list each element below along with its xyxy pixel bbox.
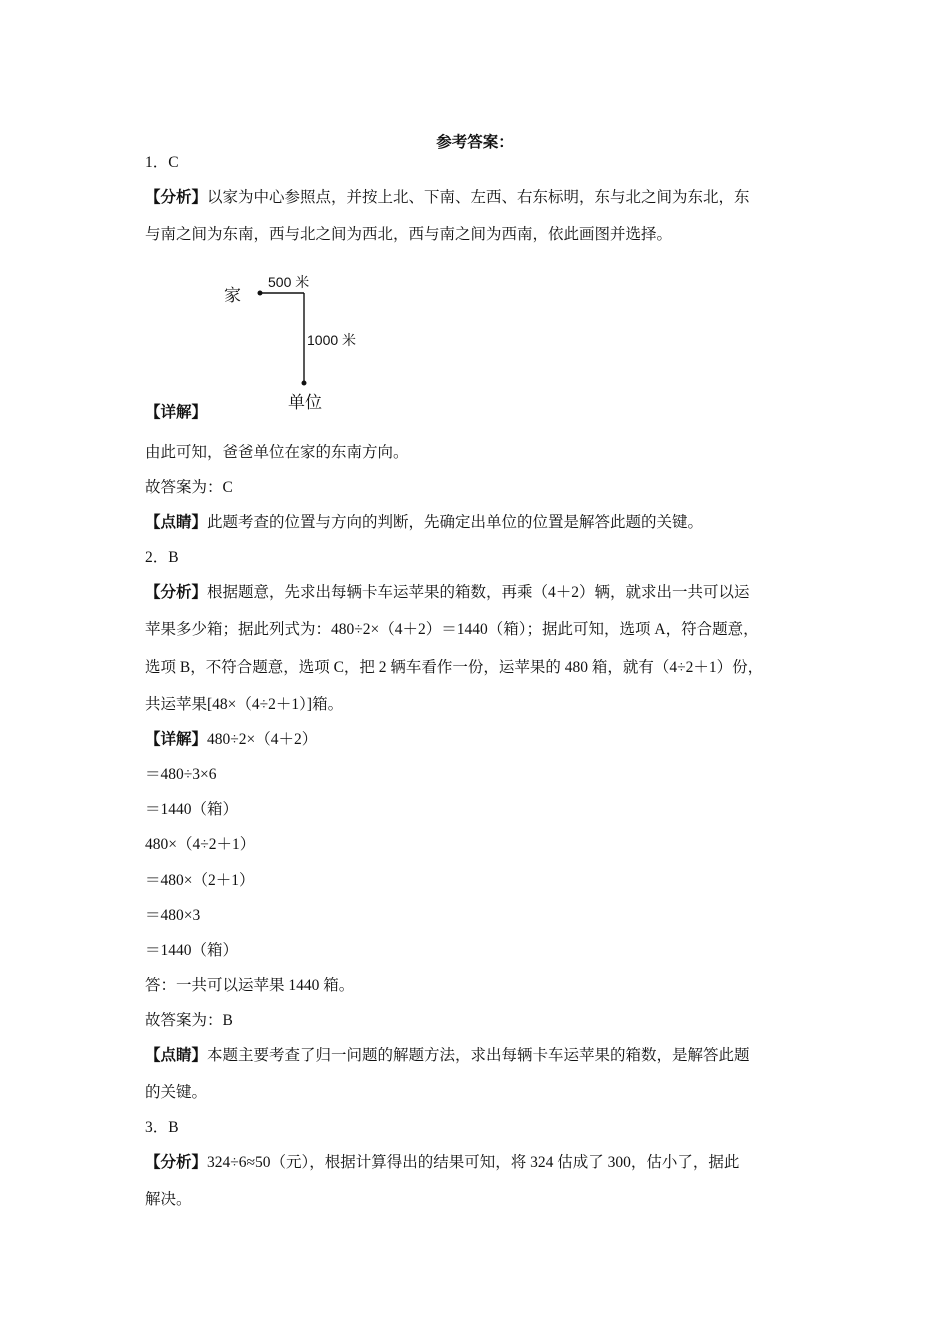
q2-step-1: ＝480÷3×6 [145,766,217,783]
q2-step-5: ＝480×3 [145,907,201,924]
unit-dot [302,381,307,386]
analysis-text: 根据题意，先求出每辆卡车运苹果的箱数，再乘（4＋2）辆，就求出一共可以运 [207,584,750,601]
comment-label: 【点睛】 [145,514,208,531]
q2-analysis-line-2: 苹果多少箱；据此列式为：480÷2×（4＋2）＝1440（箱）；据此可知，选项 A，符合题意， [145,621,759,638]
comment-text: 此题考查的位置与方向的判断，先确定出单位的位置是解答此题的关键。 [207,514,704,531]
q2-step-2: ＝1440（箱） [145,801,239,818]
comment-text: 本题主要考查了归一问题的解题方法，求出每辆卡车运苹果的箱数，是解答此题 [207,1047,750,1064]
q2-analysis-line-3: 选项 B，不符合题意，选项 C，把 2 辆车看作一份，运苹果的 480 箱，就有（4÷2＋1）份， [145,659,764,676]
direction-diagram [215,265,375,415]
q3-analysis-line-1 [145,1153,739,1173]
q2-analysis-line-4: 共运苹果[48×（4÷2＋1）]箱。 [145,696,344,713]
q2-detail-line-1 [145,730,317,750]
diagram-label-500m: 500 米 [268,274,310,290]
detail-label: 【详解】 [145,404,208,421]
detail-text: 480÷2×（4＋2） [207,731,318,748]
q1-comment [145,513,703,533]
analysis-text: 以家为中心参照点，并按上北、下南、左西、右东标明，东与北之间为东北，东 [207,189,750,206]
page-title: 参考答案： [436,134,514,151]
q1-head: 1．C [145,154,179,171]
diagram-label-unit: 单位 [288,393,322,412]
q3-head: 3．B [145,1119,179,1136]
q2-comment-line-1 [145,1046,750,1066]
q2-reply: 答：一共可以运苹果 1440 箱。 [145,977,355,994]
comment-label: 【点睛】 [145,1047,208,1064]
analysis-text: 324÷6≈50（元），根据计算得出的结果可知，将 324 估成了 300，估小了，据此 [207,1154,740,1171]
q2-comment-line-2: 的关键。 [145,1084,208,1101]
detail-label: 【详解】 [145,731,208,748]
q1-analysis-line-2: 与南之间为东南，西与北之间为西北，西与南之间为西南，依此画图并选择。 [145,226,673,243]
q1-analysis-line-1 [145,188,750,208]
q1-detail-line-1: 由此可知，爸爸单位在家的东南方向。 [145,444,409,461]
diagram-label-1000m: 1000 米 [307,332,357,348]
diagram-label-home: 家 [224,286,241,305]
analysis-label: 【分析】 [145,189,208,206]
q2-analysis-line-1 [145,583,750,603]
q3-analysis-line-2: 解决。 [145,1191,192,1208]
q1-answer: 故答案为：C [145,479,233,496]
q2-step-3: 480×（4÷2＋1） [145,836,256,853]
q2-answer: 故答案为：B [145,1012,233,1029]
q2-step-4: ＝480×（2＋1） [145,872,255,889]
analysis-label: 【分析】 [145,1154,208,1171]
q2-step-6: ＝1440（箱） [145,942,239,959]
q2-head: 2．B [145,549,179,566]
analysis-label: 【分析】 [145,584,208,601]
q1-detail-label [145,403,207,423]
